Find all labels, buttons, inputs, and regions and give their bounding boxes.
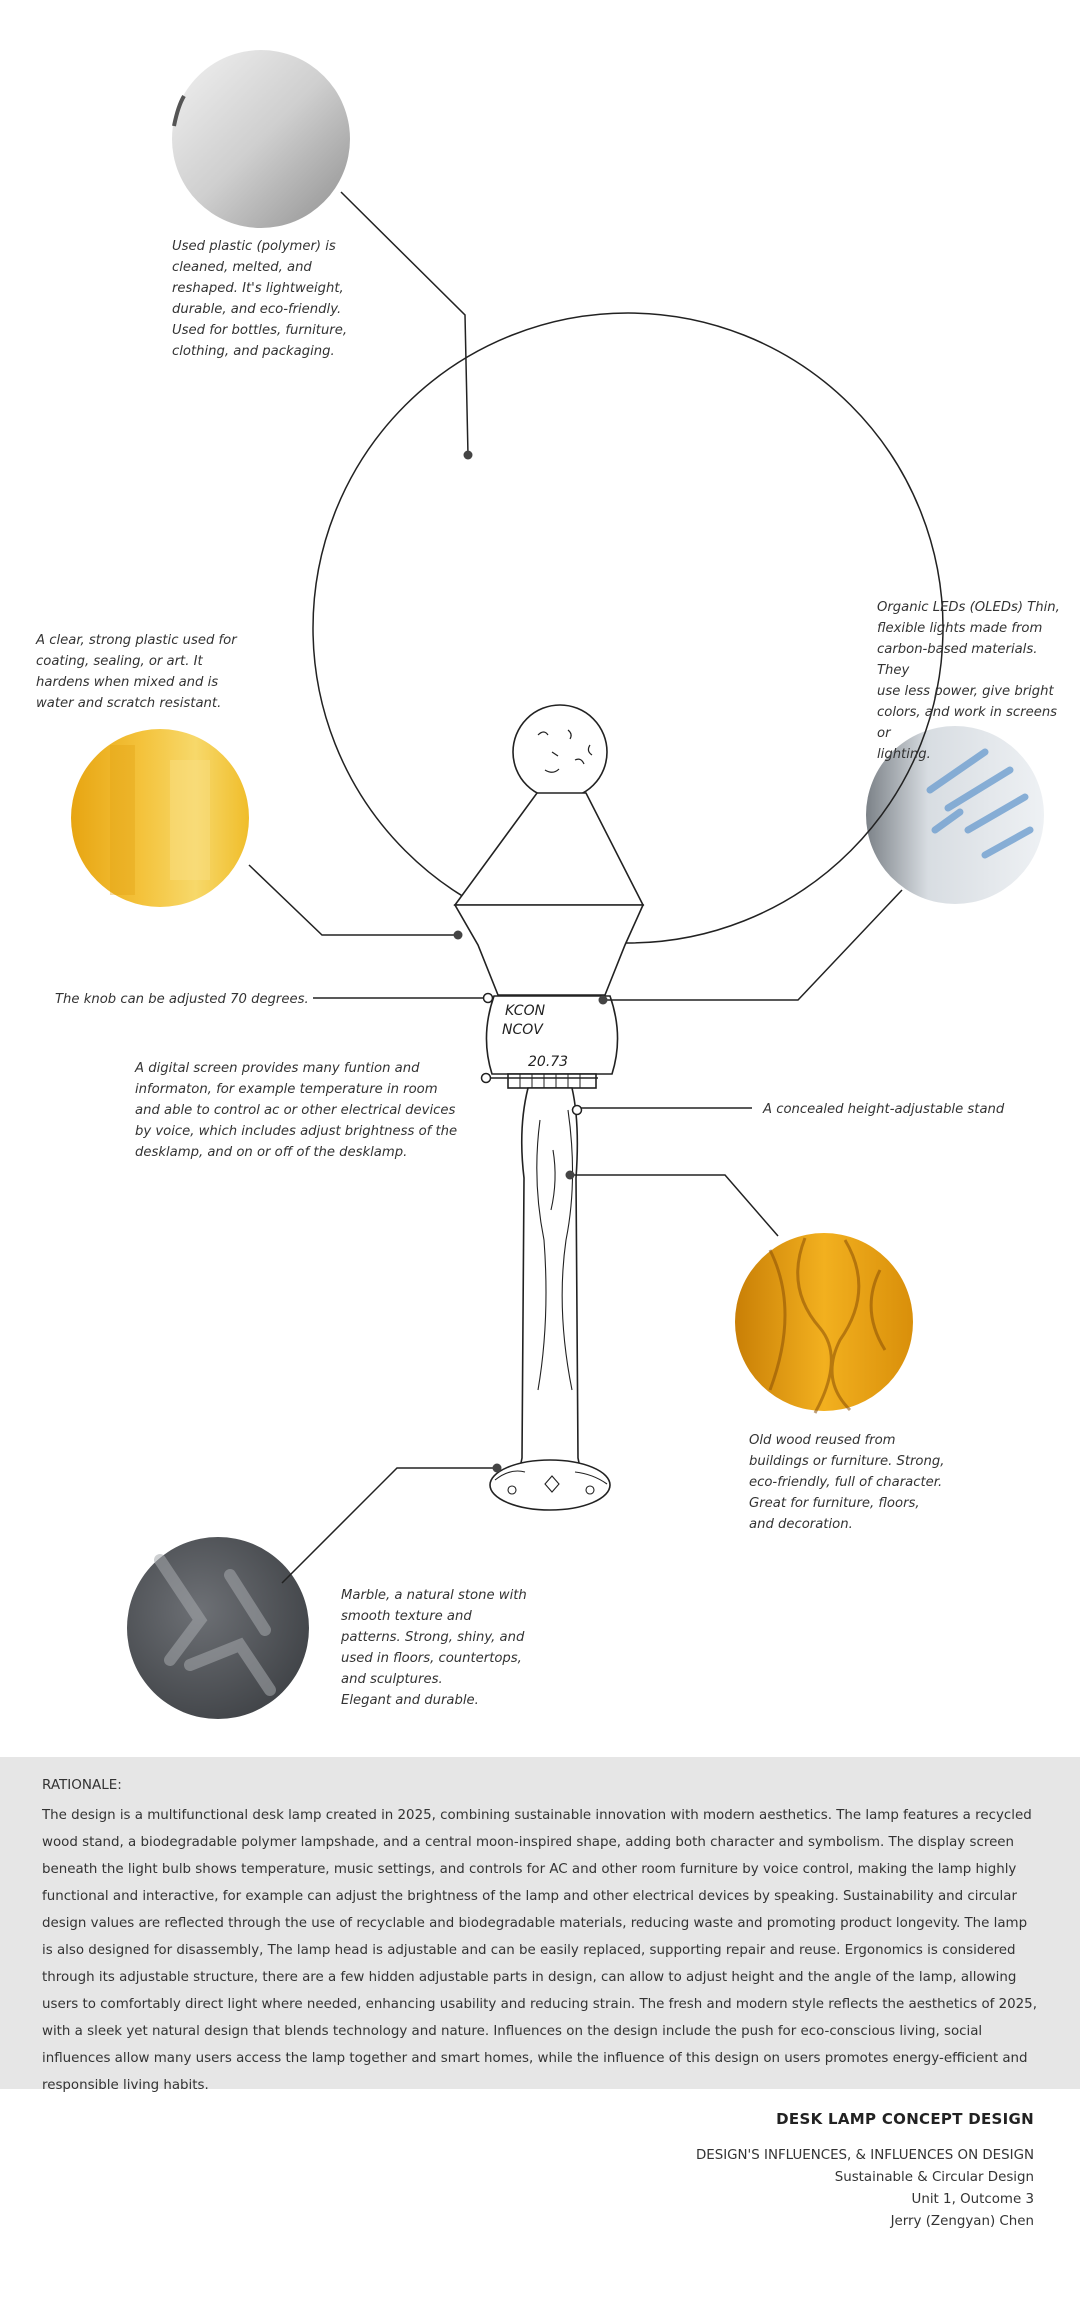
marble-base — [490, 1460, 610, 1510]
course-line: Sustainable & Circular Design — [834, 2170, 1034, 2185]
marking-1: KCON — [505, 1003, 546, 1019]
polymer-swatch — [172, 50, 350, 228]
author-line: Jerry (Zengyan) Chen — [890, 2214, 1034, 2229]
moon-bulb — [513, 705, 607, 799]
note-stand: A concealed height-adjustable stand — [763, 1102, 1005, 1117]
resin-swatch — [71, 729, 249, 907]
subtitle-line: DESIGN'S INFLUENCES, & INFLUENCES ON DESIGN — [695, 2148, 1034, 2163]
rationale-heading: RATIONALE: — [42, 1777, 122, 1793]
note-wood: Old wood reused from buildings or furniture. Strong, eco-friendly, full of character. Great for furniture, floors, and decoration. — [749, 1433, 945, 1532]
note-knob: The knob can be adjusted 70 degrees. — [55, 992, 309, 1007]
note-marble: Marble, a natural stone with smooth texture and patterns. Strong, shiny, and used in floors, countertops, and sculptures. Elegant and durable. — [341, 1588, 527, 1708]
wood-swatch — [735, 1233, 913, 1413]
wood-stem — [516, 1088, 584, 1483]
note-oled: Organic LEDs (OLEDs) Thin, flexible lights made from carbon-based materials. They use less power, give bright colors, and work in screens or lighting. — [877, 600, 1060, 762]
stand-cap — [508, 1074, 596, 1088]
moon-circle — [313, 313, 943, 943]
unit-line: Unit 1, Outcome 3 — [911, 2192, 1034, 2207]
note-resin: A clear, strong plastic used for coating, sealing, or art. It hardens when mixed and is water and scratch resistant. — [36, 633, 237, 711]
lampshade-base — [455, 905, 643, 995]
lampshade-cone — [455, 793, 643, 905]
marking-2: NCOV — [502, 1022, 543, 1038]
title-block — [696, 2110, 1034, 2233]
rationale-panel — [0, 1757, 1080, 2093]
marble-swatch — [127, 1537, 309, 1719]
marking-3: 20.73 — [528, 1054, 569, 1070]
note-screen: A digital screen provides many funtion and informaton, for example temperature in room and able to control ac or other electrical devices by voice, which includes adjust brightness of the desklamp, and on or off of the desklamp. — [135, 1061, 458, 1160]
note-polymer: Used plastic (polymer) is cleaned, melted, and reshaped. It's lightweight, durable, and eco-friendly. Used for bottles, furniture, clothing, and packaging. — [172, 239, 348, 359]
document-title: DESK LAMP CONCEPT DESIGN — [776, 2110, 1034, 2128]
rationale-body: The design is a multifunctional desk lamp created in 2025, combining sustainable innovation with modern aesthetics. The lamp features a recycled wood stand, a biodegradable polymer lampshade, and a central moon-inspired shape, adding both character and symbolism. The display screen beneath the light bulb shows temperature, music settings, and controls for AC and other room furniture by voice control, making the lamp highly functional and interactive, for example can adjust the brightness of the lamp and other electrical devices by speaking. Sustainability and circular design values are reflected through the use of recyclable and biodegradable materials, reducing waste and promoting product longevity. The lamp is also designed for disassembly, The lamp head is adjustable and can be easily replaced, supporting repair and reuse. Ergonomics is considered through its adjustable structure, there are a few hidden adjustable parts in design, can allow to adjust height and the angle of the lamp, allowing users to comfortably direct light where needed, enhancing usability and reducing strain. The fresh and modern style reflects the aesthetics of 2025, with a sleek yet natural design that blends technology and nature. Influences on the design include the push for eco-conscious living, social influences allow many users access the lamp together and smart homes, while the influence of this design on users promotes energy-efficient and responsible living habits. — [42, 1808, 1037, 2093]
